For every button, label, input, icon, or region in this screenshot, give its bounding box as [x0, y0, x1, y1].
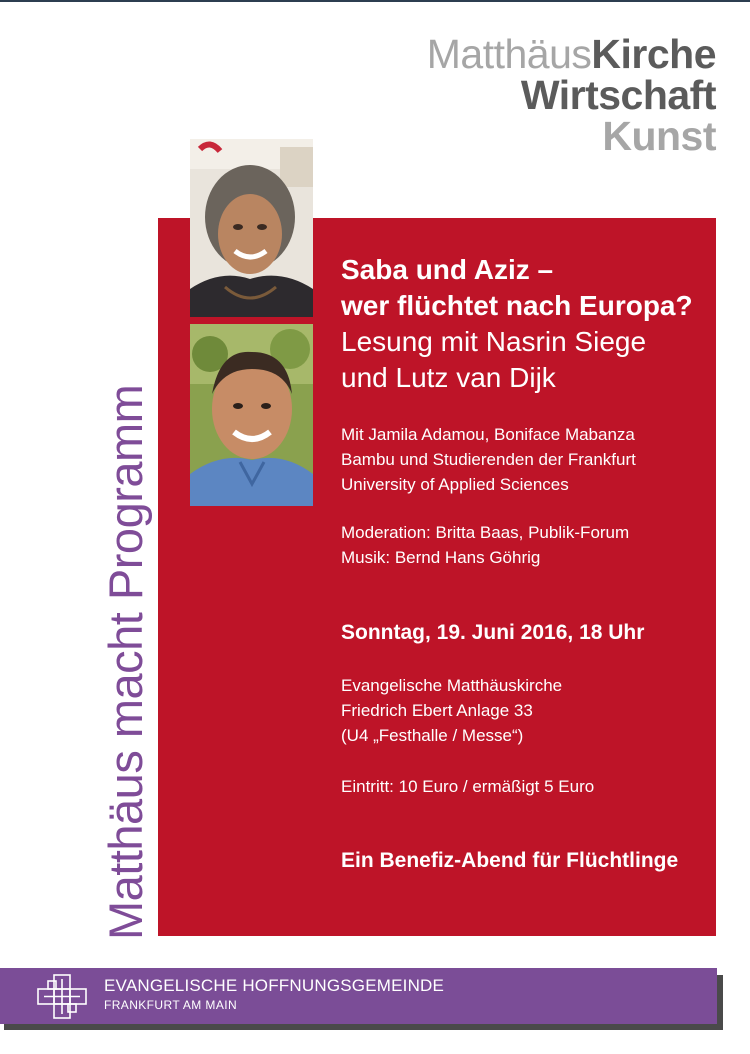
- event-moderation: Moderation: Britta Baas, Publik-Forum Musik: Bernd Hans Göhrig: [341, 523, 630, 567]
- event-subtitle: Lesung mit Nasrin Siege und Lutz van Dijk: [341, 326, 647, 393]
- event-date: Sonntag, 19. Juni 2016, 18 Uhr: [341, 621, 645, 644]
- vertical-series-title: Matthäus macht Programm: [99, 384, 152, 940]
- event-guests: Mit Jamila Adamou, Boniface Mabanza Bambu und Studierenden der Frankfurt University of Applied Sciences: [341, 425, 636, 494]
- org-name: EVANGELISCHE HOFFNUNGSGEMEINDE: [104, 976, 445, 995]
- brand-line-3: Kunst: [602, 113, 716, 159]
- top-rule: [0, 0, 750, 2]
- author-photo-lutz-van-dijk: [190, 324, 313, 506]
- event-entry-fee: Eintritt: 10 Euro / ermäßigt 5 Euro: [341, 777, 595, 796]
- org-city: FRANKFURT AM MAIN: [104, 998, 238, 1012]
- brand-line-1: MatthäusKirche: [426, 31, 716, 77]
- author-photo-nasrin-siege: [190, 139, 313, 317]
- event-benefit-note: Ein Benefiz-Abend für Flüchtlinge: [341, 849, 679, 872]
- brand-line-2: Wirtschaft: [520, 72, 716, 118]
- event-venue: Evangelische Matthäuskirche Friedrich Ebert Anlage 33 (U4 „Festhalle / Messe“): [341, 676, 563, 745]
- brand-wordmark: [426, 31, 716, 159]
- church-cross-logo-icon: [36, 973, 88, 1020]
- footer-banner: [0, 968, 717, 1024]
- event-title: Saba und Aziz – wer flüchtet nach Europa?: [341, 254, 693, 321]
